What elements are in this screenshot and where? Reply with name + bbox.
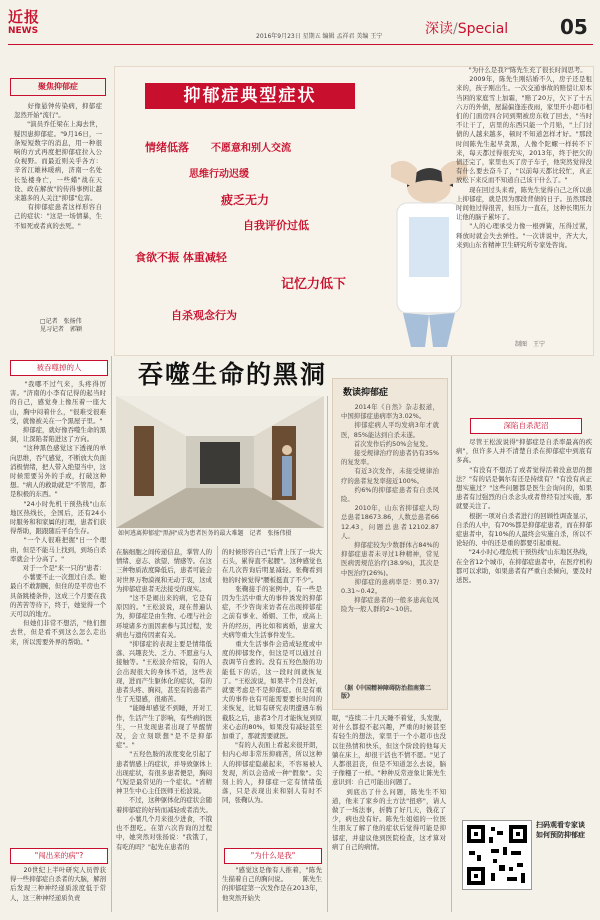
figure-body bbox=[397, 203, 461, 347]
stats-title: 数读抑郁症 bbox=[343, 388, 389, 398]
col-separator-2 bbox=[217, 546, 218, 912]
photo-caption: 如何逃离抑郁症"黑洞"成为患者医务的最大难题 记者 张扬伟摄 bbox=[118, 530, 292, 537]
symptom-7: 自杀观念行为 bbox=[171, 309, 237, 322]
page-header bbox=[0, 0, 600, 62]
col3-box-title: "为什么是我" bbox=[224, 848, 322, 864]
sidebar-body: 好像悬钟传染病，抑郁症忽然开始"流行"。 "演员乔任梁在上海去世，疑因患抑郁症。"9月16日，一条短短数字的消息，用一种很响的方式再度把抑郁症拉入公众视野。而最近则关乎各方：辛省江雄林暖病，济南一名处长坠楼身亡，一些蜡"战在天设、政在解放"的传得事例让越来越多的人关注"抑郁"危害。 有抑郁症患者这样形容自己的症状："这是一场情暴，生不如死或者真的去死。" bbox=[14, 102, 102, 230]
sidebar-sign: □记者 张扬伟 见习记者 郭颖 bbox=[40, 318, 83, 333]
section-cn: 深读 bbox=[425, 21, 453, 37]
symptom-1: 不愿意和别人交流 bbox=[211, 143, 291, 154]
col3-body2: "感觉这是像有人推着，"陈先生描着自己的胸问说。 陈先生的抑郁症第一次发作是在2013年，他突然开始失 bbox=[222, 866, 322, 902]
header-rule bbox=[8, 44, 593, 45]
headline: 吞噬生命的黑洞 bbox=[138, 360, 328, 389]
hero-credit: 制图 王宁 bbox=[515, 341, 546, 348]
hospital-photo bbox=[116, 396, 324, 528]
logo bbox=[8, 6, 40, 36]
stats-box bbox=[332, 378, 448, 710]
col-separator-1 bbox=[111, 356, 112, 912]
qr-code[interactable] bbox=[462, 820, 532, 890]
col2-body: 在脑细胞之间传递信息，掌管人的情绪、意志、欲望、情感等。在这三种物质浓度降低后，患者可能会对世界万物漠视和无动于衷，这成为抑郁症患者无法接受的现实。 "这不是闹出来的病，它是有原因的。"王松波说，现在普遍认为，抑郁症是由生物、心理与社会环境诸多方面因素参与其过程，发病也与遗传因素有关。 "抑郁症的表现主要是情绪低落、兴趣丧失、乏力、不愿意与人接触等。"王松波介绍说，有的人会出现很大的身体不适，这些表现，进而产生躯体化的症状，有的患者头疼、胸闷，甚至有的患者产生了无望感，很痛苦。 "能睡却感觉不到睡，开对工作，生活产生了影响，有些病的医生，一旦发现患者出现了早醒情况，会立刻联想"是不是抑郁症"。" "五羟色胺的浓度变化引起了患者情感上的症状，并导致躯体上出现症状，有很多患者便是，胸闷气短是最常见的一个症状。"省精神卫生中心主任医师王松波说。 不过，这种躯体化的症状会随着抑郁症的好转而减轻或者消失。 小薯几个月来很少进食，不饿也不想吃。在第六次咨询的过程中，她突然对张扬说："我饿了，有吃的吗？"起先在患者的 bbox=[116, 548, 212, 851]
col1-box-title: 被吞噬掉的人 bbox=[10, 360, 108, 376]
symptom-2: 思维行动迟缓 bbox=[189, 169, 249, 180]
sidebar-title: 聚焦抑郁症 bbox=[10, 78, 106, 96]
sidebar-focus bbox=[10, 78, 106, 344]
col5-body: "为什么是我?"陈先生充了很长时间思考。 2009年，陈先生刚结婚不久，房子还是租来的，孩子刚出生。一次交通事故的赔偿让原本当困的家庭雪上加霜，"赔了20万，欠下了十五六万的外债，屋漏偏逢连夜雨，家里开小超市相们的门面房四合同到期被房东收了回去，"当时不让干了，店里的东西只能一个月贴，"上门讨债的人越来越多，顿时不知道怎样才好。"那段时间陈先生起早贪黑，人像个陀螺一样转不下来，每天都过得很充实，2013年，终于把欠的债还完了，家里也买了房子车子，他突然觉得没有什么要去奋斗了，"以前每天都比较忙，真正放松下来反而不知道自己该干什么了。" 现在回过头来看，陈先生觉得自己之所以患上抑郁症，就是因为那段背债的日子。虽然那段时间他过得很苦，但压力一直在，这种长期压力让他的脑子累坏了。 "人的心理承受力像一根弹簧，压得过紧，释放时就会失去弹性。"一次讲说中，齐大大，来到山东省精神卫生研究所专家处咨询。 bbox=[456, 66, 592, 249]
col-separator-4 bbox=[451, 356, 452, 912]
col1-box2-title: "闯出来的病"? bbox=[10, 848, 108, 864]
col3-body: 的时候形容自己"后背上压了一块大石头，累得直不起腰"。这种感觉也在几次咨询后明显减轻。张鞠看到他的时候觉得"腰板挺直了不少"。 张鞠接手的案例中，有一些是因为生活中重大的事件诱发的抑郁症，不少咨询来访者在出现抑郁症之前有事业、婚姻、工作，或高上升的经历，再比如和离婚，患童大夫病等重大生活事件发生。 重大生活事件会造成轻度或中度的抑郁发作，但这是可以通过自我调节自愈的。没有五羟色胺的功能低下的话，这一段时间就恢复了。"王松波说，如果半个月没好，就要考虑是不是抑郁症。但是有重大的事件也有可能需要要长时间的来恢复，比如有研究表明遭遇车祸截肢之后，患者3个月才能恢复到原来心态的80%，如果没有减轻甚至加重了，那就需要就医。 "有的人表面上看起来很开朗，但内心却非常压抑痛苦，所以这种人的抑郁症隐蔽起来，不容易被人发现，所以会造成一种"假象"。尖刻上的人，抑郁症一定有情绪低落，只是表现出来和别人有时不同，张鞠认为。 bbox=[222, 548, 322, 805]
section-label: 深读/Special bbox=[425, 21, 509, 37]
corridor-photo bbox=[116, 396, 324, 528]
col5-box-title: 深陷自杀泥沼 bbox=[470, 418, 582, 434]
page-number: 05 bbox=[560, 15, 588, 39]
symptom-6: 记忆力低下 bbox=[281, 277, 347, 292]
symptom-3: 疲乏无力 bbox=[221, 193, 270, 207]
symptom-5: 食欲不振 体重减轻 bbox=[135, 251, 227, 264]
col1-body: "我哪不过气来，头疼得厉害。"济南的小李有记得的起当时的自己，感觉身上像压着一座大山，胸中闷着什么，"很难受很难受，就像被关在一个黑屋子里。" 抑郁症，就好像吞噬生命的黑洞，让深陷者陷进这了方向。 "这种黑色感觉这下透视的单向思维，吞气感觉，不断放大负面消极情绪，把人带入绝望当中，这时候需要另外的手或，打破这种想。"病人的救助就是"不管用，都是积极的东西。" "24小时先机干预热线"山东地区热线长，全国后，还有24小时服务和和家属的打理，患者们获得帮助，跟跟随后平台生存。 "一个人很难把握"日一个理由，但是不能马上找到，到场自杀率就会十分高了。" 对于一个是"来一只的"患者： 小薯要不止一次想过自杀。她最自不敢割腕，但住的是平房也不具备跳楼条件，这成三个月要在我的苦苦等待下，终于，她觉得一个天可以的地方。 但她们非常不想活，"他们想去世，但是看不到这么怎么走出来，所以需要外界的帮助。" bbox=[10, 380, 106, 646]
col4-body: 眠，"连续二十几天睡不着觉，头发脱，对什么都提不起兴趣，严重的时候甚至有轻生的想法，家里于一个小超市也没以往热情和快乐，但这个阶段的他每天躺在床上，却很干活也不情不愿。"见了人都很沮丧，但是不知道怎么去说，脑子像糨了一样。"种种反常迹象让陈先生意识到：自己可能出问题了。 到底出了什么问题，陈先生不知道，他来了家乡的土方法"扭痧"，请人做了一场法事，折腾了好几天，钱花了少，病也没有好。陈先生姐姐的一位医生朋友了解了他的症状后觉得可能是抑郁症，并建议他到医院检查，这才算对病了自己的病情。 bbox=[332, 714, 446, 851]
logo-en: NEWS bbox=[8, 26, 39, 36]
issue-meta: 2016年9月23日 星期五 编辑 孟祥君 美编 王宁 bbox=[256, 33, 383, 40]
section-en: Special bbox=[457, 21, 509, 37]
stats-body: 2014年《自然》杂志报道，中国抑郁症患病率为3.02%。 抑郁症病人平均发病3年才就医，85%能达到自杀未遂。 首次发作后约50%会复发。 接受规律治疗的患者仍有35%的复发率。 有近3次发作，未接受规律治疗的患者复发率接近100%。 约6%的抑郁症患者有自杀风险。 2010年，山东省抑郁症人均总患者18673.86，人数总患者6612.43，问题总患者12102.87人。 抑郁症较为少数群体占84%的抑郁症患者未寻过1种精神，常见医病需规范治疗(38.9%)，其次是中医治疗(26%)。 抑郁症的患病率是：男0.37/0.31~0.42。 抑郁症患者的一般多患高危风险为一般人群的2~10倍。 bbox=[341, 403, 439, 614]
hero-title: 抑郁症典型症状 bbox=[145, 83, 355, 109]
symptom-4: 自我评价过低 bbox=[243, 219, 309, 232]
col1-body2: 20世纪上半叶研究人员曾获得一些抑郁症自杀者的大脑，解剖后发现三种神经递质浓度低于常人，这三种神经递质负责 bbox=[10, 866, 106, 902]
logo-cn: 近报 bbox=[8, 8, 41, 26]
col-separator-3 bbox=[327, 396, 328, 912]
qr-icon bbox=[463, 821, 531, 889]
symptom-0: 情绪低落 bbox=[145, 141, 189, 154]
col5-body2: 尽管王松波说得"抑郁症是自杀率最高的疾病"，但许多人并不清楚自杀在抑郁症中到底有多高。 "有没有不想活了或者觉得活着没意思的想法？"有的话是偶尔有还是持续有？"有没有真正想实施过？"这些问题都是医生会询问的，如果患者有过强烈的自杀念头或者曾经有过实施，那就要关注了。 根据一项对自杀者进行的回顾性调查显示，自杀的人中，有70%都是抑郁症患者，而在抑郁症患者中，有10%的人最终会实施自杀，所以不论轻的、中的还是重的都要引起重视。 "24小时心理危机干预热线"山东地区热线，在全省12个城市，在抑郁症患者中，在医疗机构都可以求助，如果患者有严重自杀倾向，要及时送医。 bbox=[456, 438, 592, 585]
qr-caption: 扫码观看专家谈如何预防抑郁症 bbox=[536, 821, 585, 839]
stats-source: （据《中国精神障碍防治指南第二版》 bbox=[341, 685, 432, 700]
